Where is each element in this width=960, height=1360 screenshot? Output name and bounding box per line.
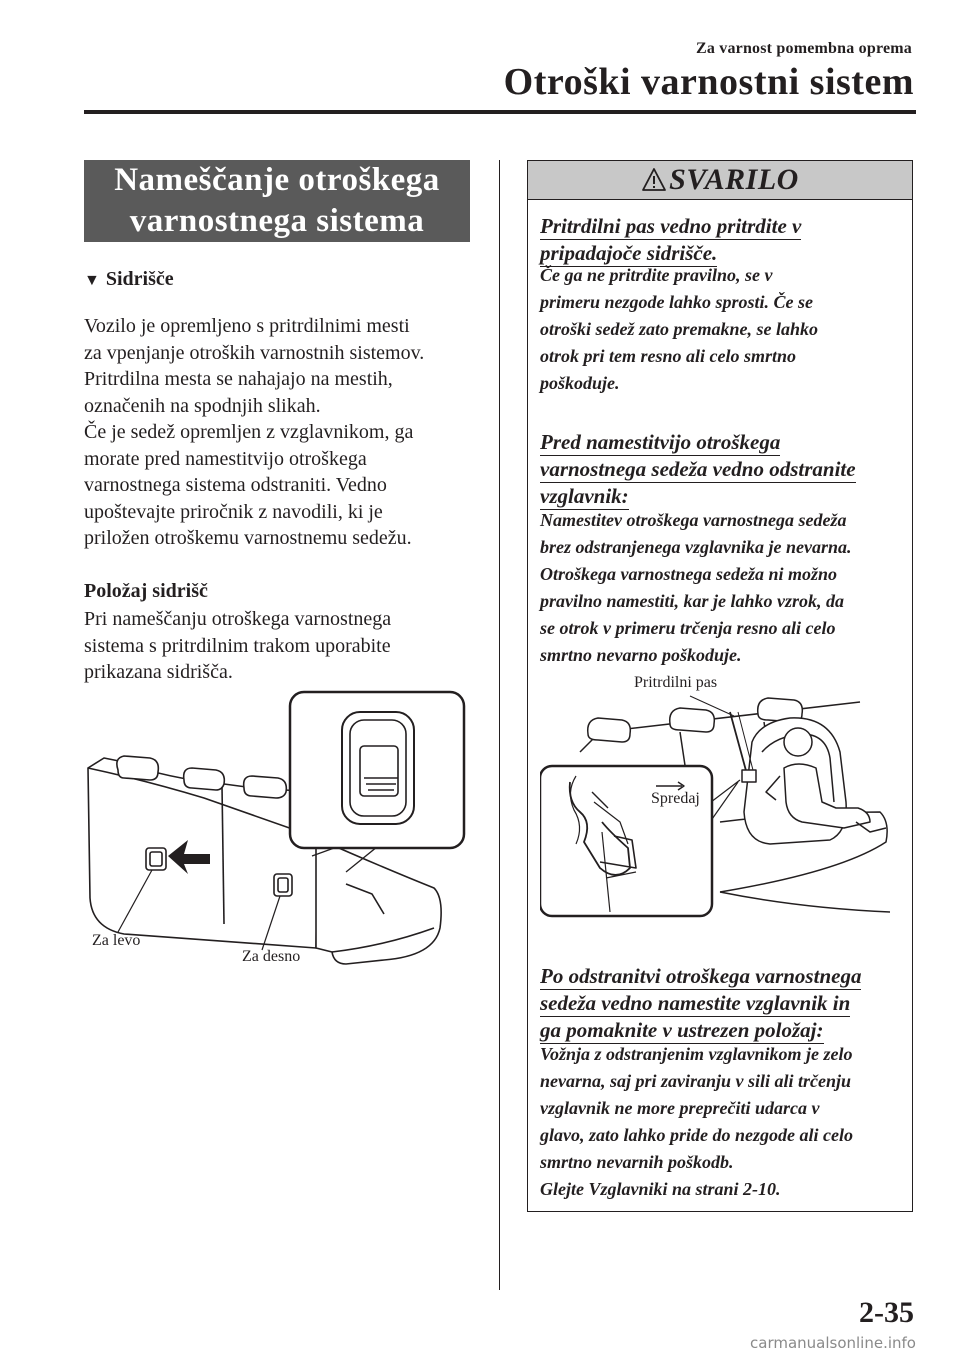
text-line: priložen otroškemu varnostnemu sedežu. bbox=[84, 527, 412, 549]
section-title-line: Nameščanje otroškega bbox=[114, 162, 440, 198]
header-section: Za varnost pomembna oprema bbox=[695, 40, 912, 57]
child-seat-illustration bbox=[540, 672, 906, 934]
text-line: poškoduje. bbox=[540, 373, 620, 393]
warning-heading-1 bbox=[540, 214, 906, 268]
anchor-heading: Položaj sidrišč bbox=[84, 580, 208, 602]
warning-heading-line: ga pomaknite v ustrezen položaj: bbox=[540, 1018, 824, 1042]
text-line: upoštevajte priročnik z navodili, ki je bbox=[84, 500, 383, 523]
text-line: otroški sedež zato premakne, se lahko bbox=[540, 319, 819, 339]
warning-heading-line: pripadajoče sidrišče. bbox=[540, 241, 718, 265]
text-line: smrtno nevarnih poškodb. bbox=[540, 1152, 734, 1172]
header-chapter: Otroški varnostni sistem bbox=[503, 61, 914, 103]
warning-heading-line: sedeža vedno namestite vzglavnik in bbox=[540, 991, 851, 1015]
text-line: primeru nezgode lahko sprosti. Če se bbox=[540, 292, 814, 312]
text-line: prikazana sidrišča. bbox=[84, 661, 233, 683]
watermark: carmanualsonline.info bbox=[750, 1334, 916, 1352]
warning-heading-2 bbox=[540, 430, 906, 511]
anchor-paragraph bbox=[84, 606, 484, 686]
text-line: Pri nameščanju otroškega varnostnega bbox=[84, 608, 392, 630]
column-divider bbox=[499, 160, 500, 1290]
label-left-anchor: Za levo bbox=[92, 932, 141, 949]
subheading bbox=[84, 268, 174, 291]
text-line: za vpenjanje otroških varnostnih sistemov. bbox=[84, 341, 425, 364]
warning-heading-line: Pritrdilni pas vedno pritrdite v bbox=[540, 214, 802, 238]
text-line: Vozilo je opremljeno s pritrdilnimi mesti bbox=[84, 315, 410, 337]
warning-triangle-icon bbox=[641, 167, 667, 193]
text-line: se otrok v primeru trčenja resno ali celo bbox=[540, 618, 836, 638]
text-line: Pritrdilna mesta se nahajajo na mestih, bbox=[84, 368, 393, 390]
section-title-line: varnostnega sistema bbox=[129, 203, 425, 239]
text-line: pravilno namestiti, kar je lahko vzrok, da bbox=[540, 591, 845, 611]
text-line: brez odstranjenega vzglavnika je nevarna. bbox=[540, 537, 852, 557]
warning-heading-line: vzglavnik: bbox=[540, 484, 629, 508]
text-line: vzglavnik ne more preprečiti udarca v bbox=[540, 1098, 820, 1118]
text-line: nevarna, saj pri zaviranju v sili ali trčenju bbox=[540, 1071, 852, 1091]
text-line: smrtno nevarno poškoduje. bbox=[540, 645, 742, 665]
warning-heading-line: Po odstranitvi otroškega varnostnega bbox=[540, 964, 862, 988]
warning-body-3 bbox=[540, 1041, 906, 1203]
text-line: Vožnja z odstranjenim vzglavnikom je zelo bbox=[540, 1044, 853, 1064]
text-line: otrok pri tem resno ali celo smrtno bbox=[540, 346, 797, 366]
triangle-bullet-icon: ▼ bbox=[84, 272, 100, 289]
text-line: Glejte Vzglavniki na strani 2-10. bbox=[540, 1179, 781, 1199]
text-line: morate pred namestitvijo otroškega bbox=[84, 447, 367, 470]
label-forward: Spredaj bbox=[651, 790, 700, 807]
warning-body-2 bbox=[540, 507, 906, 669]
text-line: Otroškega varnostnega sedeža ni možno bbox=[540, 564, 838, 584]
text-line: sistema s pritrdilnim trakom uporabite bbox=[84, 634, 391, 657]
text-line: Če je sedež opremljen z vzglavnikom, ga bbox=[84, 421, 414, 443]
text-line: varnostnega sistema odstraniti. Vedno bbox=[84, 474, 387, 496]
label-tether-strap: Pritrdilni pas bbox=[634, 674, 718, 691]
section-title bbox=[84, 160, 470, 242]
text-line: Namestitev otroškega varnostnega sedeža bbox=[540, 510, 847, 530]
text-line: Če ga ne pritrdite pravilno, se v bbox=[540, 265, 773, 285]
warning-body-1 bbox=[540, 262, 906, 397]
header-rule bbox=[84, 110, 916, 114]
warning-heading-line: varnostnega sedeža vedno odstranite bbox=[540, 457, 856, 481]
text-line: glavo, zato lahko pride do nezgode ali celo bbox=[540, 1125, 853, 1145]
page-number: 2-35 bbox=[859, 1296, 914, 1329]
rear-seat-illustration bbox=[84, 688, 474, 978]
warning-title-band bbox=[527, 160, 913, 200]
text-line: označenih na spodnjih slikah. bbox=[84, 394, 321, 417]
intro-paragraph bbox=[84, 313, 484, 552]
warning-title: SVARILO bbox=[669, 163, 799, 196]
warning-heading-3 bbox=[540, 964, 906, 1045]
label-right-anchor: Za desno bbox=[242, 948, 301, 965]
warning-heading-line: Pred namestitvijo otroškega bbox=[540, 430, 781, 454]
subheading-text: Sidrišče bbox=[105, 268, 174, 290]
